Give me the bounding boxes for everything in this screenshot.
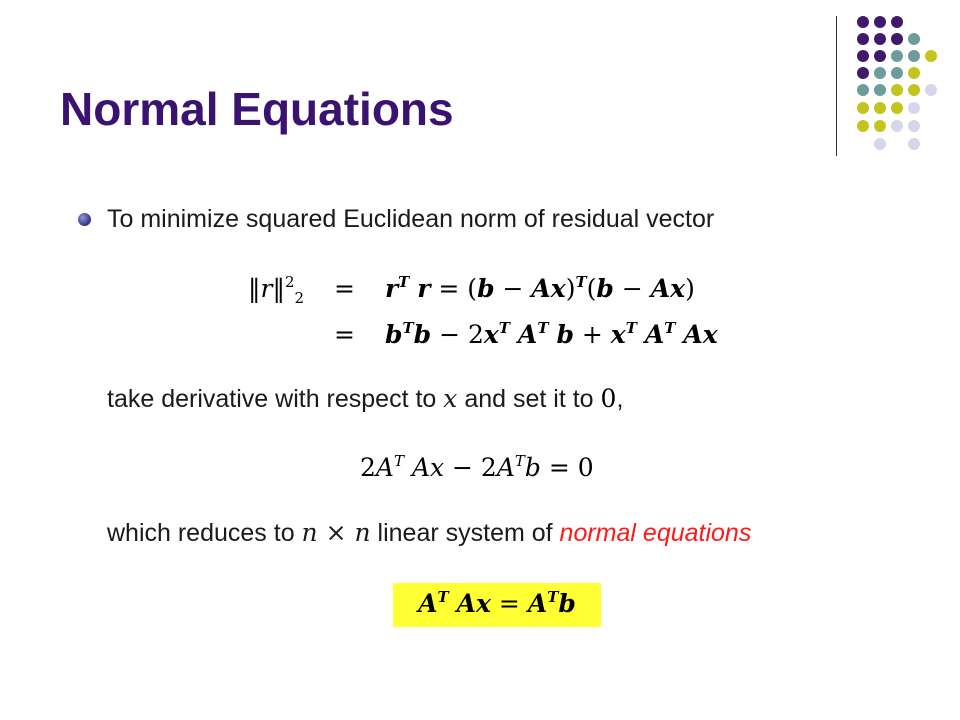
slide-title: Normal Equations: [60, 83, 454, 135]
decorative-dot: [891, 67, 903, 79]
bullet-icon: [78, 213, 91, 226]
equation-line-2: $b^Tb - 2x^T$ $A^T$ $b + x^T$ $A^T$ Ax: [385, 319, 718, 349]
decorative-dot: [857, 33, 869, 45]
normal-equations-box: $A^T$ $Ax = A^Tb$: [393, 583, 601, 627]
decorative-dot: [857, 16, 869, 28]
norm-power: 2: [284, 273, 295, 291]
reduces-text: which reduces to n × n linear system of normal equations: [107, 518, 752, 547]
decorative-dot: [908, 67, 920, 79]
decorative-dot: [857, 102, 869, 114]
decorative-dot: [891, 84, 903, 96]
decorative-dot: [874, 33, 886, 45]
decorative-dot: [874, 102, 886, 114]
decorative-dot: [891, 16, 903, 28]
decorative-dot: [908, 138, 920, 150]
norm-subscript: 2: [294, 289, 305, 307]
decorative-dot: [857, 67, 869, 79]
norm-symbol: ‖r‖: [248, 274, 285, 303]
derivative-text: take derivative with respect to x and set it to 0,: [107, 384, 624, 413]
decorative-dot: [857, 50, 869, 62]
decorative-dot: [874, 16, 886, 28]
decorative-dot: [891, 120, 903, 132]
decorative-dot: [908, 50, 920, 62]
decorative-dot: [874, 138, 886, 150]
equation-line-1: $r^T$ $r = (b - Ax)^T(b - Ax)$: [385, 273, 695, 303]
decorative-dot: [874, 84, 886, 96]
equals-sign: =: [334, 320, 355, 349]
equals-sign: =: [334, 274, 355, 303]
decorative-dot: [857, 84, 869, 96]
decorative-dot: [908, 120, 920, 132]
decorative-dot-grid: [0, 0, 960, 160]
decorative-dot: [874, 120, 886, 132]
decorative-dot: [925, 84, 937, 96]
normal-equations-highlight: normal equations: [559, 519, 752, 547]
decorative-dot: [925, 50, 937, 62]
decorative-dot: [891, 102, 903, 114]
equation-norm-lhs: [248, 273, 305, 307]
decorative-dot: [874, 67, 886, 79]
decorative-dot: [874, 50, 886, 62]
decorative-dot: [908, 84, 920, 96]
bullet-text: To minimize squared Euclidean norm of residual vector: [107, 205, 715, 233]
equation-derivative: $2A^T$ $Ax - 2A^Tb = 0$: [360, 452, 594, 482]
decorative-dot: [908, 33, 920, 45]
decorative-dot: [857, 120, 869, 132]
decorative-dot: [908, 102, 920, 114]
decorative-dot: [891, 50, 903, 62]
decorative-dot: [891, 33, 903, 45]
